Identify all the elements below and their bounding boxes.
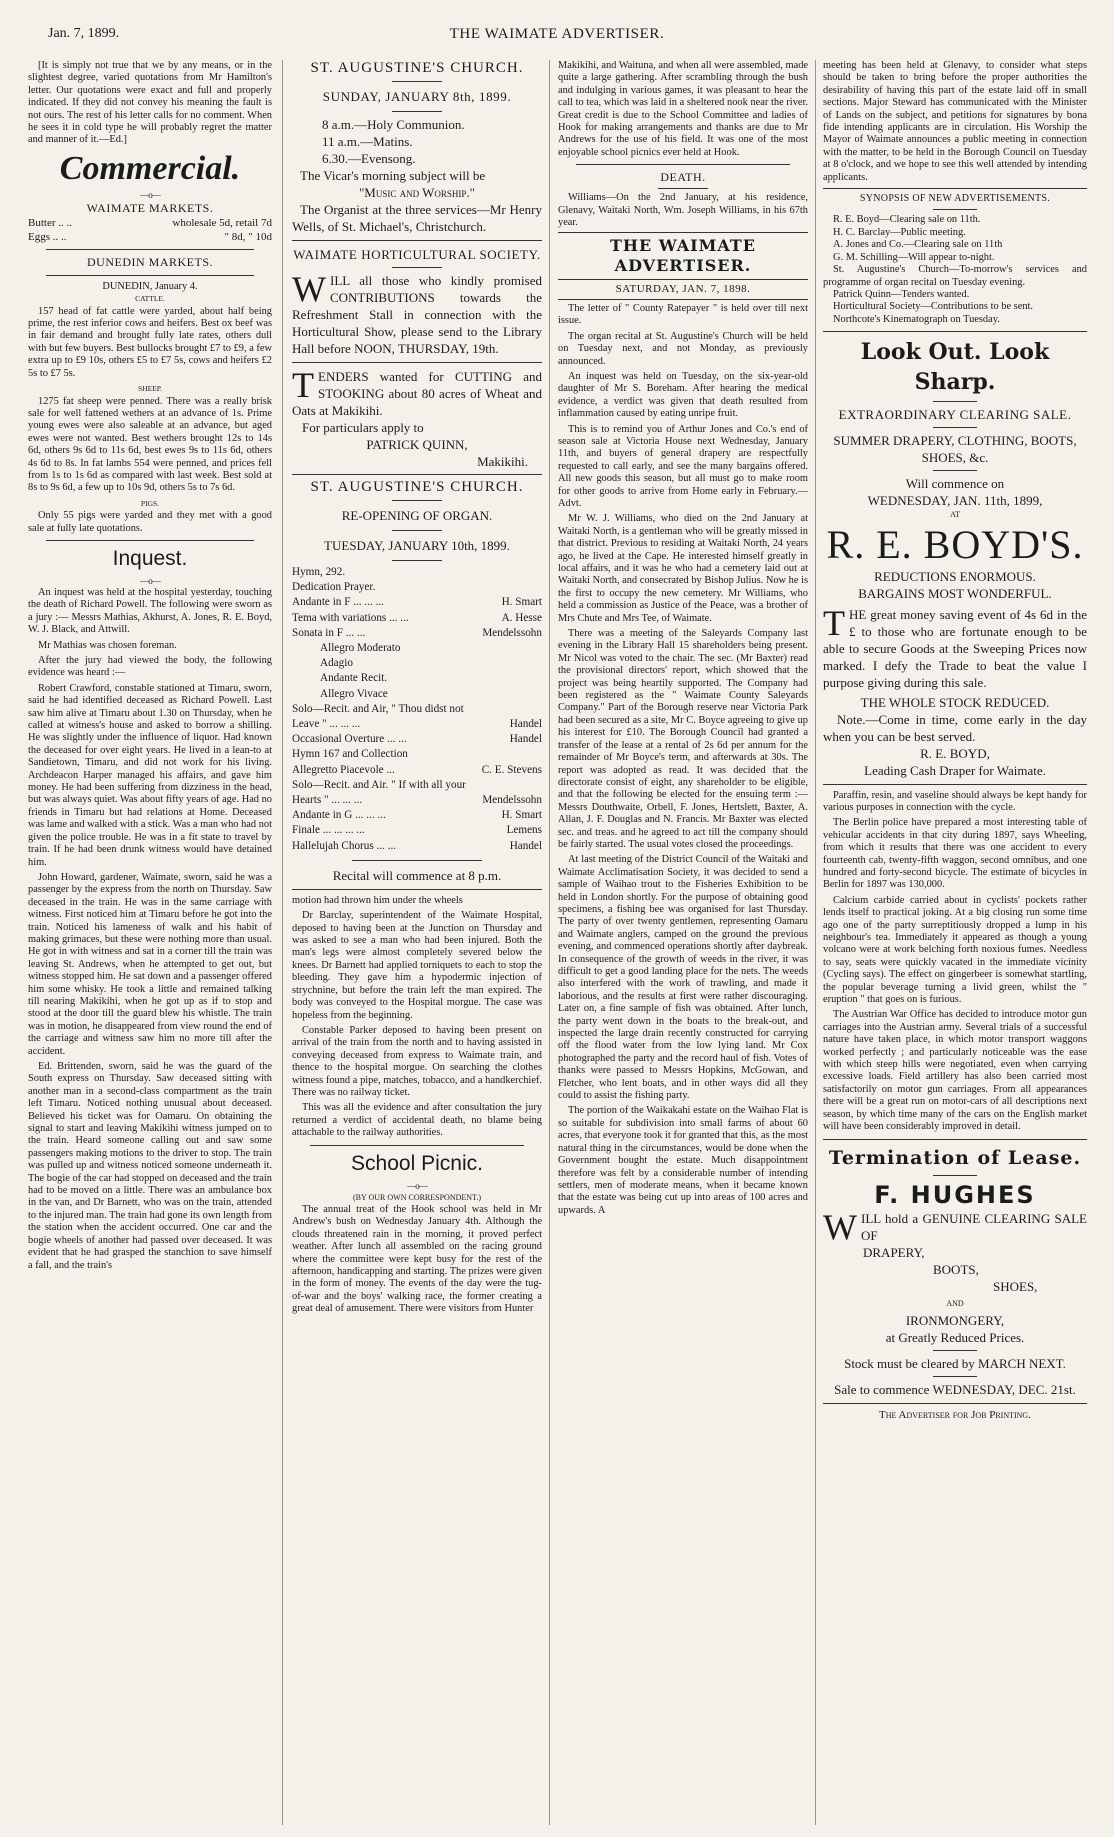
programme-item xyxy=(292,793,542,808)
local-news: At last meeting of the District Council of the Waitaki and Waimate Acclimatisation Society, it was decided to send a sample of Waihao trout to the Fisheries Exhibition to be held in London shortly. For the purpose of obtaining good specimens, a fishing bee was organised for last Thursday. The party of over twenty gentlemen, representing Oamaru and Waimate anglers, camped on the ground the previous evening, and commenced operations shortly after daybreak. In consequence of the growth of weeds in the river, it was difficult to get a good landing place for the nets. The weeds also interfered with the work of trawling, and made it laborious, and the results at first were rather discouraging. Later on, a fine sample of fish was obtained. After lunch, the party went down in the boats to the break-out, and inspected the large drain recently constructed for carrying off the flood water from the low lying land. Mr Cox photographed the party and the record haul of fish. Votes of thanks were passed to Messrs Hopkins, McGowan, and Fletcher, who lent boats, and in other ways did all they could to assist the fishing party. xyxy=(558,854,808,1102)
boyds-heading: R. E. BOYD'S. xyxy=(826,521,1084,567)
ornament-rule: —o— xyxy=(140,189,160,200)
divider xyxy=(933,1350,977,1351)
divider xyxy=(46,249,254,250)
divider xyxy=(823,331,1087,332)
programme-item xyxy=(292,595,542,610)
divider xyxy=(933,401,977,402)
divider xyxy=(933,427,977,428)
divider xyxy=(658,188,708,189)
programme-piece: Leave " ... ... ... xyxy=(292,718,361,731)
column-1 xyxy=(28,60,272,1830)
programme-composer: Mendelssohn xyxy=(482,626,542,639)
drop-cap: W xyxy=(292,269,326,309)
butter-price-row xyxy=(28,216,272,230)
sonata-movement: Allegro Moderato xyxy=(320,642,401,655)
divider xyxy=(392,530,442,531)
hughes-item: SHOES, xyxy=(993,1278,1038,1294)
hughes-items xyxy=(823,1244,1087,1329)
divider xyxy=(823,188,1087,189)
programme-composer: Handel xyxy=(509,839,542,852)
programme-item xyxy=(292,702,542,717)
local-news: The organ recital at St. Augustine's Church will be held on Tuesday next, and not Monday, as previously announced. xyxy=(558,330,808,367)
hughes-notice xyxy=(823,1206,1087,1247)
divider xyxy=(933,470,977,471)
inquest-paragraph: Robert Crawford, constable stationed at Timaru, sworn, said he had identified deceased as Richard Powell. Last saw him alive at Timaru about 1.30 on Thursday, when he called at witness's house and asked to borrow a shilling. He was slightly under the influence of liquor. Had known the deceased for over eight years. He lived in a lean-to at Sandietown, Timaru, and did not work for his living. Archdeacon Harper managed his affairs, and gave him money. He had been suffering from dizziness in the head, but was always quiet. Was about fifty years of age. Had no friends in Timaru but had relations at Home. Deceased was lame and walked with a stick. Was a man who had not given the police trouble. He was in a fit state to travel by train. If he had been drunk witness would have detained him. xyxy=(28,682,272,868)
st-augustines-heading-2: ST. AUGUSTINE'S CHURCH. xyxy=(310,479,524,495)
programme-item xyxy=(292,747,542,762)
programme-item xyxy=(292,823,542,838)
inquest-paragraph: John Howard, gardener, Waimate, sworn, said he was a passenger by the express from the north on Thursday. Saw deceased in the train. He was in the same carriage with witness. First noticed him at Timaru before he got into the train. Noticed his lameness of walk and his habit of making grimaces, but these were nothing more than usual. He got in with witness and sat in a corner till the train was leaving St. Andrews, when he attempted to get out, but witness stopped him. He sat down and a passenger offered him some whisky. He took a little and remained talking till nearing Makikihi, when he got up as if to stop and stood at the door till the guard blew his whistle. The train was in motion, he disappeared from view round the end of the carriage and witness saw him no more till after the accident. xyxy=(28,871,272,1057)
synopsis-heading: SYNOPSIS OF NEW ADVERTISEMENTS. xyxy=(859,193,1051,205)
divider xyxy=(933,209,977,210)
at-label: AT xyxy=(950,510,960,520)
programme-item xyxy=(292,611,542,626)
programme-piece: Sonata in F ... ... xyxy=(292,626,366,639)
programme-composer: Handel xyxy=(509,718,542,731)
programme-composer: Handel xyxy=(509,733,542,746)
service-item: 6.30.—Evensong. xyxy=(322,151,416,166)
programme-piece: Hallelujah Chorus ... ... xyxy=(292,839,397,852)
programme-item xyxy=(292,580,542,595)
divider xyxy=(292,474,542,475)
programme-item xyxy=(292,763,542,778)
picnic-byline: (BY OUR OWN CORRESPONDENT.) xyxy=(353,1192,481,1202)
horticultural-heading: WAIMATE HORTICULTURAL SOCIETY. xyxy=(293,247,541,262)
programme-piece: Hymn, 292. xyxy=(292,566,346,578)
service-item: 8 a.m.—Holy Communion. xyxy=(322,117,465,132)
column-2 xyxy=(292,60,542,1830)
synopsis-item: Northcote's Kinematograph on Tuesday. xyxy=(833,313,1000,325)
hughes-reduced: at Greatly Reduced Prices. xyxy=(885,1329,1025,1345)
divider xyxy=(558,299,808,300)
will-commence: Will commence on xyxy=(905,476,1005,492)
tenders-apply: For particulars apply to xyxy=(302,420,424,435)
hughes-item: AND xyxy=(946,1298,964,1308)
f-hughes-heading: F. HUGHES xyxy=(874,1180,1036,1209)
cattle-label: CATTLE. xyxy=(135,294,165,304)
masthead-small: THE WAIMATE ADVERTISER. xyxy=(610,236,756,276)
dunedin-dateline: DUNEDIN, January 4. xyxy=(102,280,198,292)
school-picnic-heading: School Picnic. xyxy=(351,1151,483,1175)
programme-piece: Dedication Prayer. xyxy=(292,581,376,594)
drop-cap: T xyxy=(292,365,314,405)
cycling-note: Calcium carbide carried about in cyclists' pockets rather lends itself to practical joking. At a big closing run some time ago one of the party surreptitiously dropped a lump in his neighbour's tea. Immediately it appeared as though a young volcano were at work belching forth noxious fumes. Needless to say, seats were quickly vacated in the immediate vicinity (Cycling says). The effect on gingerbeer is somewhat startling, the popular beverage turning a livid green, whilst the " eruption " that goes on is furious. xyxy=(823,894,1087,1006)
local-news: An inquest was held on Tuesday, on the six-year-old daughter of Mr S. Boreham. After hearing the medical evidence, a verdict was given that death resulted from inflammation caused by eating unripe fruit. xyxy=(558,370,808,420)
death-notice: Williams—On the 2nd January, at his residence, Glenavy, Waitaki North, Wm. Joseph Williams, in his 67th year. xyxy=(558,192,808,229)
sonata-movement: Andante Recit. xyxy=(320,672,388,685)
service-date: SUNDAY, JANUARY 8th, 1899. xyxy=(322,89,512,104)
picnic-body: The annual treat of the Hook school was held in Mr Andrew's bush on Wednesday January 4th. Although the clouds threatened rain in the morning, it proved perfect weather. After lunch all assembled on the racing ground where the committee were kept busy for the rest of the afternoon, handicapping and starting. The prizes were given in the form of money. The events of the day were the tug-of-war and the boys' walking race, the former creating a great deal of amusement. There were visitors from Hunter xyxy=(292,1203,542,1315)
boyd-signature: R. E. BOYD, xyxy=(920,745,990,761)
ornament-rule: —o— xyxy=(407,1180,427,1191)
programme-composer: A. Hesse xyxy=(501,611,542,624)
programme-list xyxy=(292,565,542,641)
synopsis-list xyxy=(823,214,1087,326)
programme-composer: H. Smart xyxy=(501,809,542,822)
eggs-label: Eggs .. .. xyxy=(28,230,67,243)
programme-item xyxy=(292,732,542,747)
horticultural-body: ILL all those who kindly promised CONTRIBUTIONS towards the Refreshment Stall in connection with the Horticultural Show, please send to the Library Hall before NOON, THURSDAY, 19th. xyxy=(292,273,542,356)
divider xyxy=(823,1403,1087,1404)
recital-time: Recital will commence at 8 p.m. xyxy=(332,867,502,883)
inquest-continued: This was all the evidence and after consultation the jury returned a verdict of accidental death, no blame being attachable to the railway authorities. xyxy=(292,1102,542,1139)
butter-price: wholesale 5d, retail 7d xyxy=(172,216,272,229)
masthead: THE WAIMATE ADVERTISER. xyxy=(449,26,665,42)
inquest-continued: Constable Parker deposed to having been present on arrival of the train from the north and to having assisted in conveying deceased from express to Waimate train, and thence to the hospital morgue. On searching the clothes witness found a pipe, matches, tobacco, and a handkerchief. There was no railway ticket. xyxy=(292,1024,542,1098)
editor-note: [It is simply not true that we by any means, or in the slightest degree, varied quotations from Mr Hamilton's letter. Our quotations were exact and full and properly indicated. If they did not convey his meaning the fault is not ours. The rest of his letter calls for no comment. When he sees it in cold type he will probably regret the matter and manner of it.—Ed.] xyxy=(28,60,272,146)
cycling-note: The Austrian War Office has decided to introduce motor gun carriages into the Austrian army. Several trials of a successful nature have taken place, in which motor transport waggons worked perfectly ; and particularly noticeable was the ease with which steep hills were negotiated, even when carrying excessive loads. Field artillery has also been carried most satisfactorily on motor gun carriages. From all appearances there will be a great run on motor-cars of all descriptions next season, by which time many of the cars on the English market will have been considerably improved in detail. xyxy=(823,1009,1087,1133)
inquest-paragraph: Ed. Brittenden, sworn, said he was the guard of the South express on Thursday. Saw deceased sitting with another man in a second-class compartment as the train left Timaru. Noticed nothing unusual about deceased. Believed his ticket was for Oamaru. On obtaining the signal to start and leaving Makikihi witness jumped on to the train. Heard someone calling out and saw some passengers making motions to the driver to stop. The train was pulled up and witness noticed someone underneath it. The bogie of the car had stopped on deceased and the train had to be moved on a little. There was an ambulance box in the van, and Dr Barnett, who was on the train, attended to the injured man. The train had gone its own length from the station when the accident occurred. One car and the bogie wheels of another had passed over deceased. It was evident that he had grasped the stanchion to save himself a fall, and the train's xyxy=(28,1061,272,1271)
synopsis-item: G. M. Schilling—Will appear to-night. xyxy=(833,251,995,263)
programme-list-2 xyxy=(292,702,542,854)
programme-piece: Tema with variations ... ... xyxy=(292,611,409,624)
reopening-heading: RE-OPENING OF ORGAN. xyxy=(341,508,493,523)
sonata-movements xyxy=(292,641,542,702)
divider xyxy=(46,275,254,276)
note: Note.—Come in time, come early in the day when you can be best served. xyxy=(823,711,1087,744)
hughes-item: BOOTS, xyxy=(933,1261,979,1277)
programme-composer: Lemens xyxy=(506,824,542,837)
organist-note: The Organist at the three services—Mr Henry Wells, of St. Michael's, Christchurch. xyxy=(292,202,542,234)
whole-stock: THE WHOLE STOCK REDUCED. xyxy=(860,694,1050,710)
hughes-sale-date: Sale to commence WEDNESDAY, DEC. 21st. xyxy=(834,1381,1076,1397)
programme-composer: Mendelssohn xyxy=(482,794,542,807)
drop-cap: W xyxy=(823,1206,857,1247)
reductions: REDUCTIONS ENORMOUS. xyxy=(874,568,1036,584)
tenders-place: Makikihi. xyxy=(477,454,528,469)
divider xyxy=(352,860,482,861)
drop-cap: T xyxy=(823,602,845,643)
divider xyxy=(392,267,442,268)
waimate-markets-heading: WAIMATE MARKETS. xyxy=(86,200,214,215)
commercial-heading: Commercial. xyxy=(59,149,241,187)
boyd-notice xyxy=(823,602,1087,691)
sale-date: WEDNESDAY, JAN. 11th, 1899, xyxy=(867,493,1043,509)
column-rule xyxy=(815,60,816,1825)
local-news: The letter of " County Ratepayer " is held over till next issue. xyxy=(558,302,808,327)
local-news-continued: meeting has been held at Glenavy, to consider what steps should be taken to bring before the proper authorities the desirability of having this part of the estate laid off in small sections. Major Steward has communicated with the Minister of Lands on the subject, and petitions for signatures by bona fide intending applicants are in circulation. His Worship the Mayor of Waimate announces a public meeting in connection with the matter, to be held in the Borough Council on Tuesday at 8 o'clock, and we hope to see this well attended by intending applicants. xyxy=(823,60,1087,183)
hughes-body: ILL hold a GENUINE CLEARING SALE OF xyxy=(860,1210,1087,1243)
synopsis-item: H. C. Barclay—Public meeting. xyxy=(833,226,966,238)
extraordinary-sale: EXTRAORDINARY CLEARING SALE. xyxy=(838,407,1072,423)
divider xyxy=(558,279,808,280)
horticultural-notice xyxy=(292,269,542,357)
vicar-note: The Vicar's morning subject will be xyxy=(300,168,486,183)
column-3 xyxy=(558,60,808,1830)
programme-item xyxy=(292,626,542,641)
programme-piece: Solo—Recit. and Air, " Thou didst not xyxy=(292,702,464,715)
programme-item xyxy=(292,778,542,793)
tenders-notice xyxy=(292,365,542,419)
programme-piece: Finale ... ... ... ... xyxy=(292,824,365,837)
ornament-rule: —o— xyxy=(140,575,160,586)
programme-item xyxy=(292,808,542,823)
programme-piece: Occasional Overture ... ... xyxy=(292,733,407,746)
synopsis-item: St. Augustine's Church—To-morrow's services and programme of organ recital on Tuesday evening. xyxy=(823,264,1087,288)
boyd-signature-title: Leading Cash Draper for Waimate. xyxy=(864,762,1046,778)
programme-piece: Solo—Recit. and Air. " If with all your xyxy=(292,778,466,791)
pigs-report: Only 55 pigs were yarded and they met with a good sale at fully late quotations. xyxy=(28,510,272,534)
divider xyxy=(310,1145,524,1146)
eggs-price-row xyxy=(28,230,272,244)
divider xyxy=(823,784,1087,785)
inquest-paragraph: After the jury had viewed the body, the following evidence was heard :— xyxy=(28,655,272,679)
programme-item xyxy=(292,565,542,580)
local-news: There was a meeting of the Saleyards Company last evening in the Library Hall 15 shareholders being present. Mr Nicol was voted to the chair. The sec. (Mr Baxter) read the provisional directors' report, which showed that the project was being heartily supported. The Company had been registered as the " Waimate County Saleyards Company." Part of the Borough reserve near Victoria Park had been secured as a site, Mr C. Boyce agreeing to give up his interest for £10. The Borough Council had granted a transfer of the lease at a rental of 2s 6d per annum for the remainder of Mr Boyce's term, and afterwards at 30s. The report was adopted as read. It was decided that the directorate consist of eight, any shareholder to be eligible, and that the following be elected for the ensuing term :— Messrs Douthwaite, Orbell, F. Jones, Hertslett, Baxter, A. Allan, J. F. Douglas and N. Francis. Mr Baxter was elected sec. and treas. and he agreed to act till the company should be fairly started. The usual votes closed the proceedings. xyxy=(558,628,808,850)
divider xyxy=(392,111,442,112)
programme-piece: Andante in F ... ... ... xyxy=(292,596,384,609)
inquest-continued: motion had thrown him under the wheels xyxy=(292,894,463,906)
termination-heading: Termination of Lease. xyxy=(828,1146,1082,1169)
reopening-date: TUESDAY, JANUARY 10th, 1899. xyxy=(324,538,510,553)
inquest-paragraph: Mr Mathias was chosen foreman. xyxy=(38,639,177,651)
column-rule xyxy=(282,60,283,1825)
divider xyxy=(292,362,542,363)
divider xyxy=(392,560,442,561)
divider xyxy=(46,540,254,541)
column-rule xyxy=(549,60,550,1825)
cattle-report: 157 head of fat cattle were yarded, about half being prime, the rest inferior cows and heifers. Best ox beef was in fair demand and brought fully late rates, others dull with but few buyers. Best bullocks brought £7 to £9, a few extra up to £9 10s, others £5 to £7 5s, cows and heifers £2 5s to £7 5s. xyxy=(28,305,272,379)
eggs-price: " 8d, " 10d xyxy=(224,230,272,243)
page-header xyxy=(0,0,1114,44)
dunedin-markets-heading: DUNEDIN MARKETS. xyxy=(87,254,213,269)
sheep-label: SHEEP. xyxy=(138,384,162,394)
issue-date: Jan. 7, 1899. xyxy=(48,26,120,41)
divider xyxy=(392,81,442,82)
summer-drapery: SUMMER DRAPERY, CLOTHING, BOOTS, SHOES, &c. xyxy=(833,433,1077,466)
local-news: Mr W. J. Williams, who died on the 2nd January at Waitaki North, is a gentleman who will be greatly missed in that district. Previous to residing at Waitaki North, 24 years ago, he lived at the Cape. He interested himself greatly in local affairs, and it was he who had a cemetery laid out at Waitaki North, and consecrated by Bishop Julius. Now he is the first to occupy the new cemetery. Mr Williams, who held a commission as Justice of the Peace, was a brother of Mrs Chute and Mrs Tee, of Waimate. xyxy=(558,513,808,624)
local-news: This is to remind you of Arthur Jones and Co.'s end of season sale at Victoria House next Wednesday, January 11th, and buyers of general drapery are respectfully requested to call early, and see the many bargains offered. All new goods this season, but all must go to make room for other goods to arrive from Home early in February.—Advt. xyxy=(558,423,808,509)
divider xyxy=(933,1175,977,1176)
job-printing: The Advertiser for Job Printing. xyxy=(879,1408,1031,1421)
sonata-movement: Adagio xyxy=(320,657,353,670)
cycling-note: Paraffin, resin, and vaseline should always be kept handy for various purposes in connection with the cycle. xyxy=(823,789,1087,813)
bargains: BARGAINS MOST WONDERFUL. xyxy=(858,585,1052,601)
sheep-report: 1275 fat sheep were penned. There was a really brisk sale for well fattened wethers at an advance of 1s. Prime young ewes were also saleable at an advance, but aged ewes were not wanted. Best wethers brought 12s to 14s 6d, others 9s 6d to 11s 6d, best ewes 9s to 11s 6d, others 4s 6d to 8s. In fat lambs 554 were penned, and prices fell from 1s to 1s 6d as compared with last week. Best sold at 8s to 9s 6d, a few up to 10s 9d, others 5s to 7s 6d. xyxy=(28,395,272,494)
programme-item xyxy=(292,717,542,732)
synopsis-item: Horticultural Society—Contributions to be sent. xyxy=(833,301,1033,313)
local-news: The portion of the Waikakahi estate on the Waihao Flat is so suitable for subdivision into small farms of about 60 acres, that everyone took it for granted that this, as the most natural thing in the circumstances, would be done when the Government bought the estate. Much disappointment therefore was felt by a considerable number of intending settlers, men of moderate means, when it became known that the estate was being cut up into areas of 100 acres and upwards. A xyxy=(558,1105,808,1216)
vicar-subject: "Music and Worship." xyxy=(359,185,475,200)
programme-composer: H. Smart xyxy=(501,596,542,609)
sonata-movement: Allegro Vivace xyxy=(320,687,388,700)
st-augustines-heading: ST. AUGUSTINE'S CHURCH. xyxy=(310,60,524,76)
boyd-body: HE great money saving event of 4s 6d in the £ to those who are fortunate enough to be able to secure Goods at the Sweeping Prices now marked. I defy the Trade to beat the value I purpose giving during this sale. xyxy=(823,606,1087,690)
tenders-name: PATRICK QUINN, xyxy=(366,437,468,452)
service-item: 11 a.m.—Matins. xyxy=(322,134,413,149)
divider xyxy=(933,1376,977,1377)
divider xyxy=(292,889,542,890)
divider xyxy=(392,500,442,501)
programme-piece: Hymn 167 and Collection xyxy=(292,748,408,761)
divider xyxy=(292,240,542,241)
hughes-stock: Stock must be cleared by MARCH NEXT. xyxy=(844,1355,1066,1371)
edition-date: SATURDAY, JAN. 7, 1898. xyxy=(615,283,751,296)
synopsis-item: R. E. Boyd—Clearing sale on 11th. xyxy=(833,214,981,226)
death-heading: DEATH. xyxy=(660,170,706,185)
synopsis-item: Patrick Quinn—Tenders wanted. xyxy=(833,288,970,300)
hughes-item: DRAPERY, xyxy=(863,1244,925,1260)
pigs-label: PIGS. xyxy=(140,498,160,508)
programme-piece: Allegretto Piacevole ... xyxy=(292,763,395,776)
picnic-continued: Makikihi, and Waituna, and when all were assembled, made quite a large gathering. After scrambling through the bush and indulging in various games, it was pleasant to hear the call to tea, which was laid in a sheltered nook near the river. Great credit is due to the School Committee and ladies of Hook for making arrangements and thanks are due to Mr Andrews for the use of his field. It was one of the most enjoyable school picnics ever held at Hook. xyxy=(558,60,808,158)
tenders-body: ENDERS wanted for CUTTING and STOOKING about 80 acres of Wheat and Oats at Makikihi. xyxy=(292,369,542,418)
programme-piece: Andante in G ... ... ... xyxy=(292,809,386,822)
butter-label: Butter .. .. xyxy=(28,216,72,229)
column-4 xyxy=(823,60,1087,1830)
divider xyxy=(823,1139,1087,1140)
inquest-paragraph: An inquest was held at the hospital yesterday, touching the death of Richard Powell. The following were sworn as a jury :— Messrs Mathias, Akhurst, A. Jones, R. E. Boyd, W. J. Black, and Attwill. xyxy=(28,586,272,636)
hughes-item: IRONMONGERY, xyxy=(905,1312,1005,1328)
inquest-continued: Dr Barclay, superintendent of the Waimate Hospital, deposed to having been at the Junction on Thursday and was asked to see a man who had been injured. Both the man's legs were almost completely severed below the knees. Dr Barnett had applied torniquets to each to stop the bleeding. They gave him a hypodermic injection of strychnine, but before the train left the man expired. The body was conveyed to the Hospital morgue. The case was hopeless from the beginning. xyxy=(292,910,542,1021)
divider xyxy=(558,232,808,233)
cycling-note: The Berlin police have prepared a most interesting table of vehicular accidents in that city during 1897, says Wheeling, from which it results that there was one accident to every fourteenth cab, twenty-fifth waggon, second omnibus, and one hundred and forty-second bicycle. The estimate of bicycles in Berlin for 1897 was 130,000. xyxy=(823,817,1087,891)
look-out-heading: Look Out. Look Sharp. xyxy=(860,339,1050,396)
divider xyxy=(576,164,790,165)
programme-piece: Hearts " ... ... ... xyxy=(292,794,363,807)
inquest-heading: Inquest. xyxy=(112,546,188,570)
synopsis-item: A. Jones and Co.—Clearing sale on 11th xyxy=(833,239,1003,251)
programme-item xyxy=(292,839,542,854)
programme-composer: C. E. Stevens xyxy=(481,763,542,776)
